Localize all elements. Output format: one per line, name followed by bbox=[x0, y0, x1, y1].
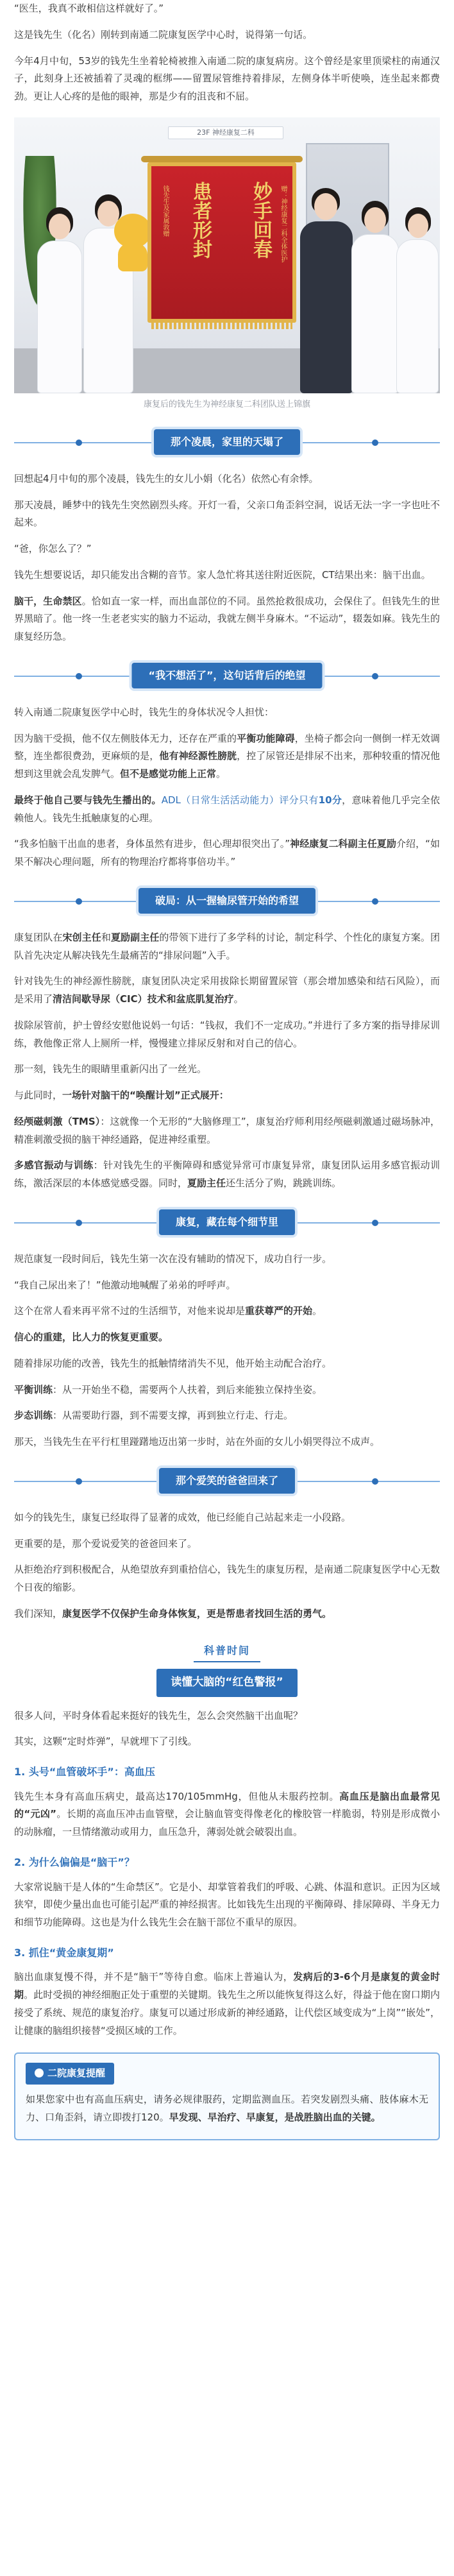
paragraph: 那天，当钱先生在平行杠里踫躇地迈出第一步时，站在外面的女儿小娟哭得泣不成声。 bbox=[14, 1436, 380, 1448]
banner-photo bbox=[14, 117, 440, 393]
paragraph: “我自己尿出来了！”他激动地喊醒了弟弟的呼呼声。 bbox=[14, 1279, 236, 1291]
paragraph: 步态训练：从需要助行器，到不需要支撑，再到独立行走、行走。 bbox=[14, 1410, 294, 1422]
banner-rod bbox=[141, 156, 303, 162]
section-title: 那个凌晨，家里的天塌了 bbox=[154, 429, 300, 455]
paragraph: 脑出血康复慢不得，并不是“脑干”等待自愈。临床上普遍认为，发病后的3-6个月是康复的黄金时期。此时受损的神经细胞正处于重塑的关键期。钱先生之所以能恢复得这么好，得益于他在窗口期内接受了系统、规范的康复治疗。康复可以通过形成新的神经通路，让代偿区域变成为“上岗”“嵌处”，让健康的脑组织接替“受损区域的工作。 bbox=[14, 1971, 441, 2036]
banner-fringe bbox=[151, 321, 292, 329]
silk-banner bbox=[147, 162, 296, 323]
intro-paragraph: 今年4月中旬，53岁的钱先生坐着轮椅被推入南通二院的康复病房。这个曾经是家里顶梁柱的南通汉子，此刻身上还被插着了灵魂的框绑——留置尿管维持着排尿，左侧身体半听使唤，连坐起来都费劲。更让人心疼的是他的眼神，那是少有的沮丧和不屈。 bbox=[14, 55, 440, 102]
paragraph: 其实，这颗“定时炸弹”，早就埋下了引线。 bbox=[14, 1736, 198, 1748]
paragraph: 大家常说脑干是人体的“生命禁区”。它是小、却掌管着我们的呼吸、心跳、体温和意识。正因为区域狭窄，即使少量出血也可能引起严重的神经损害。比如钱先生出现的平衡障碍、排尿障碍、半身无力和细节功能障碍。这也是为什么钱先生会在脑干部位不重早的原因。 bbox=[14, 1881, 440, 1929]
paragraph: “我多怕脑干出血的患者，身体虽然有进步，但心理却很突出了。”神经康复二科副主任夏励介绍，“如果不解决心理问题，所有的物理治疗都将事倍功半。” bbox=[14, 838, 440, 868]
paragraph: 钱先生想要说话，却只能发出含糊的音节。家人急忙将其送往附近医院，CT结果出来：脑干出血。 bbox=[14, 568, 431, 581]
paragraph: 平衡训练：从一开始坐不稳，需要两个人扶着，到后来能独立保持坐姿。 bbox=[14, 1383, 323, 1395]
section-title: 那个爱笑的爸爸回来了 bbox=[159, 1468, 295, 1494]
reminder-box bbox=[14, 2052, 440, 2140]
science-heading-3: 3. 抓住“黄金康复期” bbox=[14, 1946, 114, 1959]
section-header-3 bbox=[14, 887, 440, 916]
paragraph: 钱先生本身有高血压病史，最高达170/105mmHg，但他从未服药控制。高血压是脑出血最常见的“元凶”。长期的高血压冲击血管壁，会让脑血管变得像老化的橡胶管一样脆弱，特别是形成微小的动脉瘤，一旦情绪激动或用力，血压急升，薄弱处就会破裂出血。 bbox=[14, 1790, 440, 1838]
section-title: 康复，藏在每个细节里 bbox=[159, 1209, 295, 1235]
paragraph: 脑干，生命禁区。恰如直一家一样，而出血部位的不同。虽然抢救很成功，会保住了。但钱先生的世界黑暗了。他一终一生老老实实的脑力不运动，我就左侧半身麻木。“不运动”，辍轰如麻。钱先生的康复经历急。 bbox=[14, 595, 440, 643]
paragraph: 针对钱先生的神经源性膀胱，康复团队决定采用拔除长期留置尿管（那会增加感染和结石风险），而是采用了清洁间歇导尿（CIC）技术和盆底肌复治疗。 bbox=[14, 975, 440, 1005]
banner-main-left: 患者形封 bbox=[189, 181, 212, 259]
paragraph: 信心的重建，比人力的恢复更重要。 bbox=[14, 1331, 169, 1343]
intro-line: 这是钱先生（化名）刚转到南通二院康复医学中心时，说得第一句话。 bbox=[14, 28, 313, 40]
section-title: “我不想活了”，这句话背后的绝望 bbox=[131, 663, 322, 688]
paragraph: 因为脑干受损，他不仅左侧肢体无力，还存在严重的平衡功能障碍，坐椅子都会向一侧倒一样无效调整，连坐都很费劲，更麻烦的是，他有神经源性膀胱，控了尿管还是排尿不出来，那种较重的情况他想到这里就会乱发脾气。但不是感觉功能上正常。 bbox=[14, 732, 440, 780]
science-tag: 科普时间 bbox=[194, 1640, 260, 1663]
reminder-text: 如果您家中也有高血压病史，请务必规律服药，定期监测血压。若突发剧烈头痛、肢体麻木无力、口角歪斜，请立即拨打120。早发现、早治疗、早康复，是战胜脑出血的关键。 bbox=[26, 2094, 428, 2123]
science-title: 读懂大脑的“红色警报” bbox=[156, 1669, 297, 1696]
paragraph: 如今的钱先生，康复已经取得了显著的成效，他已经能自己站起来走一小段路。 bbox=[14, 1511, 351, 1523]
paragraph: 更重要的是，那个爱说爱笑的爸爸回来了。 bbox=[14, 1537, 198, 1549]
paragraph: 从拒绝治疗到积极配合，从绝望放弃到重拾信心，钱先生的康复历程，是南通二院康复医学中心无数个日夜的缩影。 bbox=[14, 1564, 440, 1594]
paragraph: 康复团队在宋创主任和夏励副主任的带领下进行了多学科的讨论，制定科学、个性化的康复方案。团队首先决定从解决钱先生最痛苦的“排尿问题”入手。 bbox=[14, 931, 440, 961]
person-doctor-1 bbox=[33, 207, 85, 393]
paragraph: 多感官振动与训练：针对钱先生的平衡障碍和感觉异常可市康复异常，康复团队运用多感官振动训练，激活深层的本体感觉感受器。同时，夏励主任还生活分了购，跳跳训练。 bbox=[14, 1159, 440, 1190]
section-header-5 bbox=[14, 1467, 440, 1496]
paragraph: 那一刻，钱先生的眼睛里重新闪出了一丝光。 bbox=[14, 1063, 207, 1075]
section-header-2 bbox=[14, 661, 440, 691]
paragraph: 我们深知，康复医学不仅保护生命身体恢复，更是帮患者找回生活的勇气。 bbox=[14, 1607, 332, 1619]
intro-quote: “医生，我真不敢相信这样就好了。” bbox=[14, 3, 164, 14]
reminder-label: 二院康复提醒 bbox=[26, 2063, 114, 2085]
paragraph: 拔除尿管前，护士曾经安慰他说妈一句话：“钱叔，我们不一定成功。”并进行了多方案的指导排尿训练，教他像正常人上厕所一样，慢慢建立排尿反射和对自己的信心。 bbox=[14, 1019, 440, 1049]
section-header-1 bbox=[14, 428, 440, 457]
section-header-4 bbox=[14, 1208, 440, 1238]
person-doctor-4 bbox=[394, 207, 440, 393]
science-header bbox=[14, 1640, 440, 1697]
bulb-icon bbox=[35, 2068, 44, 2077]
paragraph: 与此同时，一场针对脑干的“唤醒计划”正式展开： bbox=[14, 1089, 229, 1102]
paragraph: 随着排尿功能的改善，钱先生的抵触情绪消失不见，他开始主动配合治疗。 bbox=[14, 1357, 332, 1369]
paragraph: 经颅磁刺激（TMS）：这就像一个无形的“大脑修理工”，康复治疗师利用经颅磁刺激通过磁场脉冲，精准刺激受损的脑干神经通路，促进神经重塑。 bbox=[14, 1115, 440, 1145]
photo-caption: 康复后的钱先生为神经康复二科团队送上锦旗 bbox=[143, 399, 310, 409]
person-patient bbox=[296, 188, 355, 393]
wall-sign: 23F 神经康复二科 bbox=[168, 126, 283, 139]
section-title: 破局：从一握输尿管开始的希望 bbox=[139, 888, 315, 914]
paragraph: 很多人问，平时身体看起来挺好的钱先生，怎么会突然脑干出血呢？ bbox=[14, 1709, 303, 1721]
paragraph: 转入南通二院康复医学中心时，钱先生的身体状况令人担忧： bbox=[14, 706, 274, 718]
paragraph: 那天凌晨，睡梦中的钱先生突然剧烈头疼。开灯一看，父亲口角歪斜空洞，说话无法一字一字也吐不起来。 bbox=[14, 499, 440, 529]
science-heading-2: 2. 为什么偏偏是“脑干”？ bbox=[14, 1855, 135, 1868]
paragraph: “爸，你怎么了？” bbox=[14, 543, 92, 555]
paragraph: 这个在常人看来再平常不过的生活细节，对他来说却是重获尊严的开始。 bbox=[14, 1305, 323, 1317]
science-heading-1: 1. 头号“血管破坏手”：高血压 bbox=[14, 1766, 155, 1778]
paragraph: 最终于他自己要与钱先生播出的。ADL（日常生活活动能力）评分只有10分，意味着他几乎完全依赖他人。钱先生抵触康复的心理。 bbox=[14, 794, 440, 824]
paragraph: 回想起4月中旬的那个凌晨，钱先生的女儿小娟（化名）依然心有余悸。 bbox=[14, 472, 319, 484]
banner-recipient: 赠：神经康复二科全体医护 bbox=[280, 185, 287, 262]
paragraph: 规范康复一段时间后，钱先生第一次在没有辅助的情况下，成功自行一步。 bbox=[14, 1252, 332, 1265]
banner-donor: 钱先生及家属敦赠 bbox=[162, 185, 169, 237]
banner-main-right: 妙手回春 bbox=[249, 181, 272, 259]
